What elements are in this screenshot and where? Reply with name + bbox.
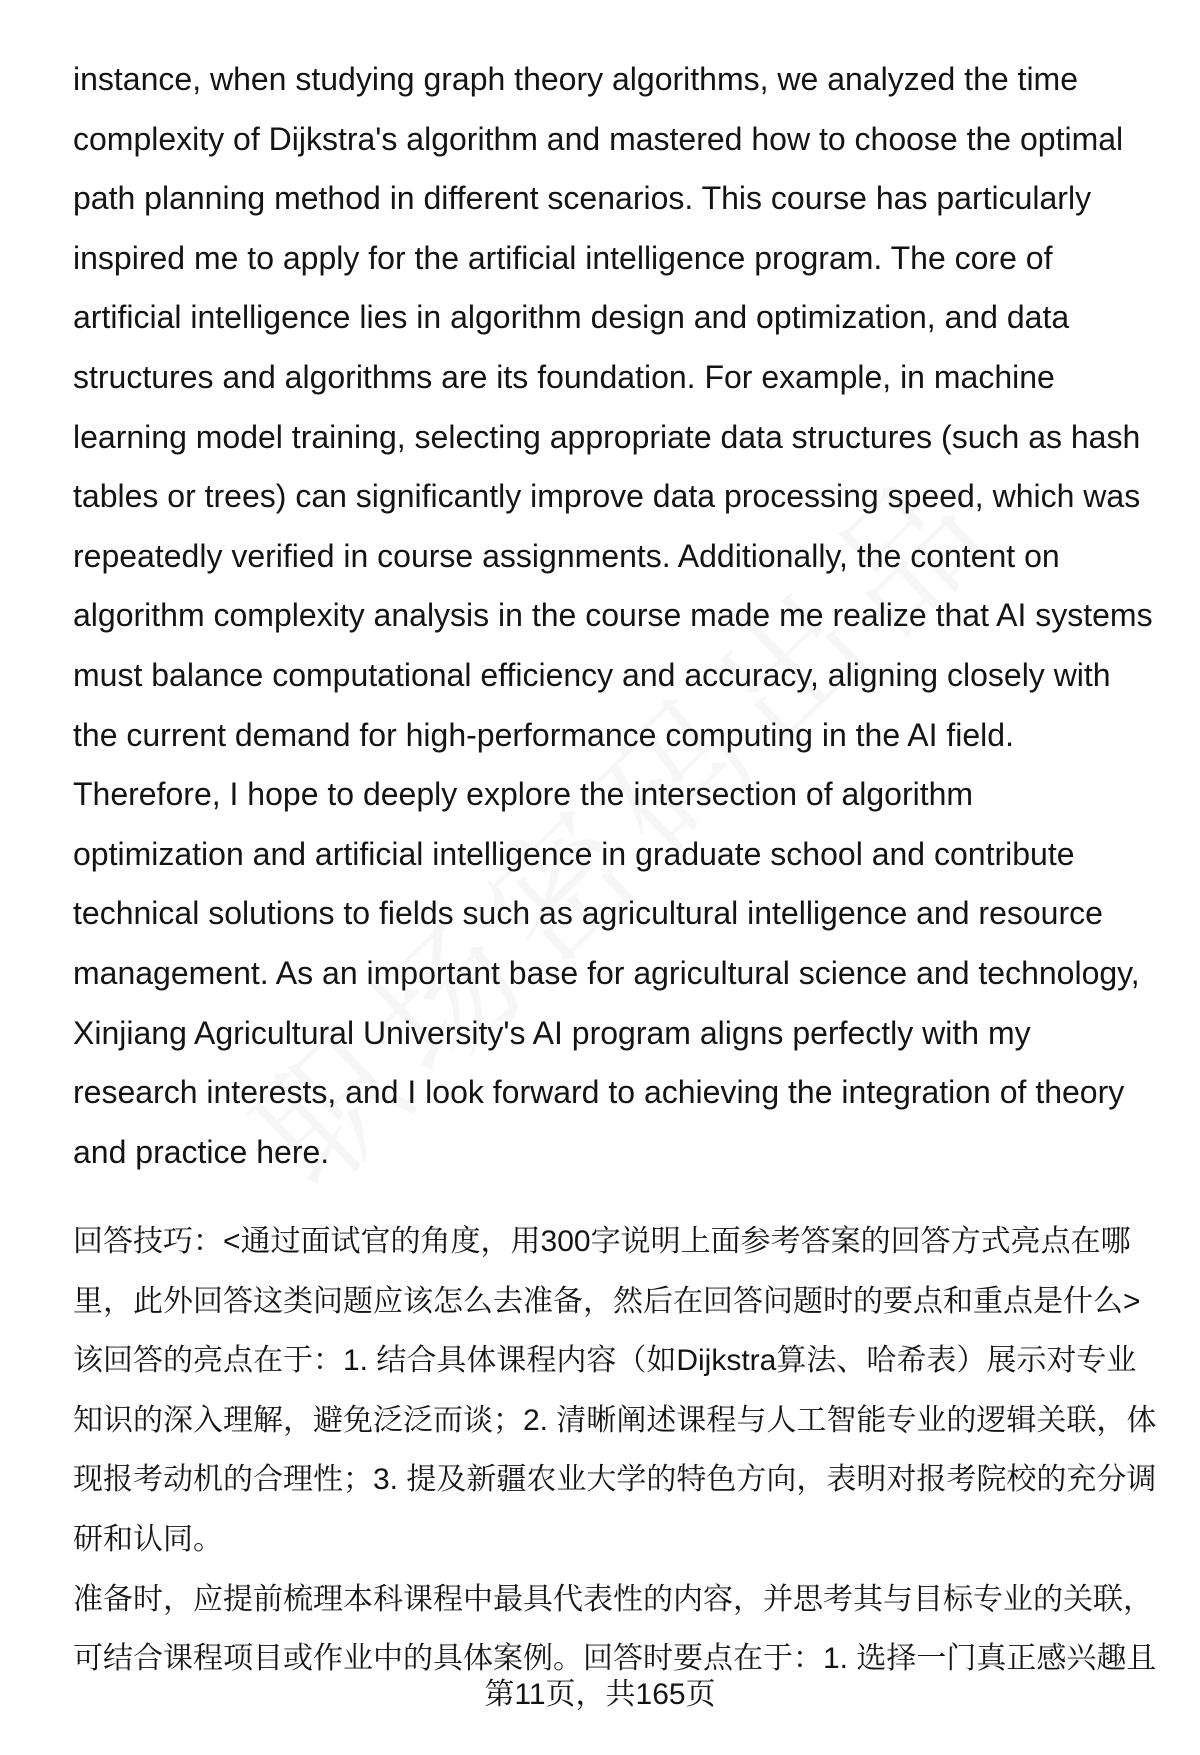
answer-line: Therefore, I hope to deeply explore the intersection of algorithm [73,776,974,813]
tips-line: 里，此外回答这类问题应该怎么去准备，然后在回答问题时的要点和重点是什么> [73,1284,1141,1318]
answer-line: optimization and artificial intelligence in graduate school and contribute [73,835,1075,872]
answer-line: the current demand for high-performance computing in the AI field. [73,716,1014,753]
tips-line: 该回答的亮点在于：1. 结合具体课程内容（如Dijkstra算法、哈希表）展示对专业 [73,1344,1137,1378]
answer-line: research interests, and I look forward to achieving the integration of theory [73,1074,1125,1111]
answer-line: must balance computational efficiency and accuracy, aligning closely with [73,656,1111,693]
answer-line: algorithm complexity analysis in the course made me realize that AI systems [73,597,1153,634]
answer-line: learning model training, selecting appropriate data structures (such as hash [73,418,1141,455]
answer-line: structures and algorithms are its foundation. For example, in machine [73,358,1055,395]
tips-line: 回答技巧：<通过面试官的角度，用300字说明上面参考答案的回答方式亮点在哪 [73,1225,1131,1258]
answer-paragraph [73,50,1183,1182]
tips-line: 知识的深入理解，避免泛泛而谈；2. 清晰阐述课程与人工智能专业的逻辑关联，体 [73,1403,1157,1437]
answer-line: instance, when studying graph theory algorithms, we analyzed the time [73,61,1078,97]
answer-line: path planning method in different scenarios. This course has particularly [73,180,1092,217]
answer-line: and practice here. [73,1133,330,1170]
tips-line: 准备时，应提前梳理本科课程中最具代表性的内容，并思考其与目标专业的关联， [73,1582,1153,1616]
answer-line: Xinjiang Agricultural University's AI program aligns perfectly with my [73,1014,1031,1051]
answer-line: management. As an important base for agricultural science and technology, [73,954,1140,991]
answer-line: complexity of Dijkstra's algorithm and mastered how to choose the optimal [73,120,1124,157]
answer-line: inspired me to apply for the artificial intelligence program. The core of [73,239,1053,276]
answer-line: repeatedly verified in course assignments. Additionally, the content on [73,537,1060,574]
tips-line: 可结合课程项目或作业中的具体案例。回答时要点在于：1. 选择一门真正感兴趣且 [73,1642,1157,1676]
tips-line: 现报考动机的合理性；3. 提及新疆农业大学的特色方向，表明对报考院校的充分调 [73,1463,1157,1497]
tips-line: 研和认同。 [73,1522,223,1556]
answer-line: tables or trees) can significantly improve data processing speed, which was [73,478,1141,515]
answer-tips-section [73,1212,1183,1689]
answer-line: technical solutions to fields such as agricultural intelligence and resource [73,895,1103,932]
page-number: 第11页，共165页 [484,1678,716,1711]
answer-line: artificial intelligence lies in algorithm design and optimization, and data [73,299,1070,336]
